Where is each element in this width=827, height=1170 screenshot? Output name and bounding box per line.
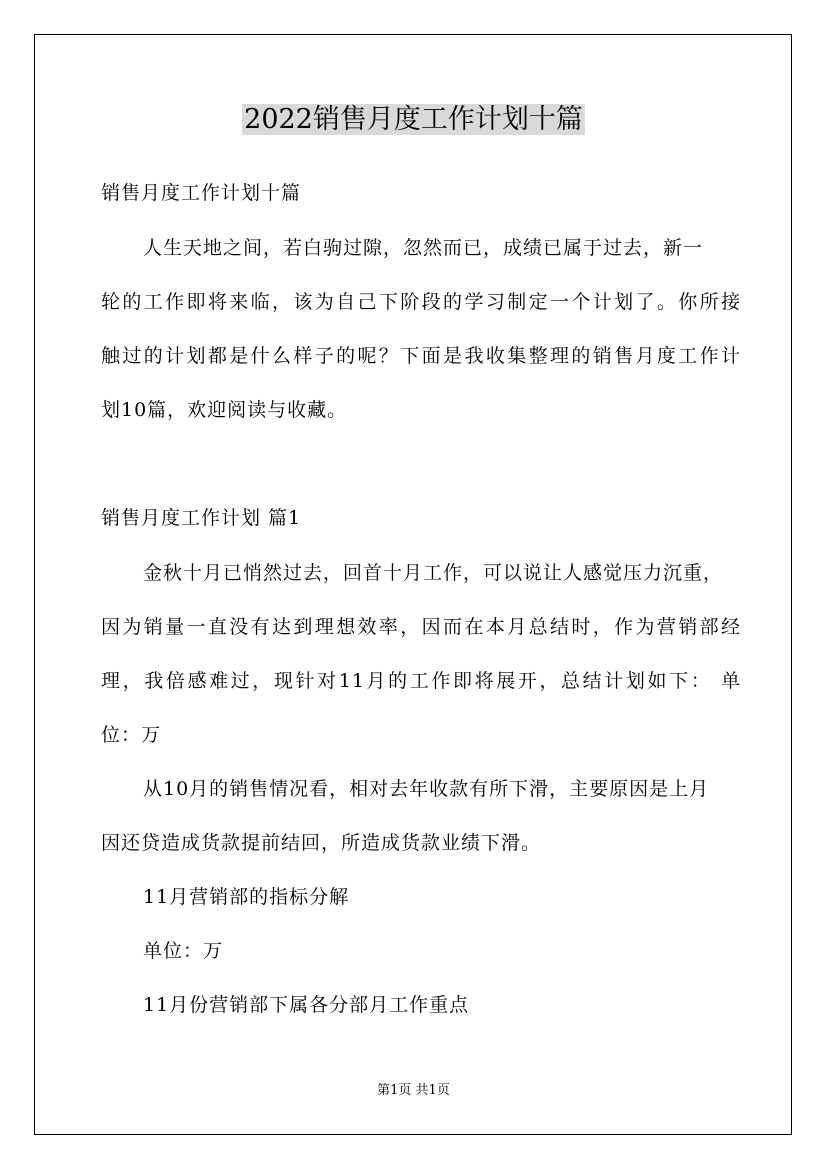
paragraph-line: 单位：万 (143, 940, 224, 962)
paragraph-line: 触过的计划都是什么样子的呢？下面是我收集整理的销售月度工作计 (101, 345, 741, 367)
paragraph-line: 11月份营销部下属各分部月工作重点 (143, 994, 470, 1016)
paragraph-line: 理，我倍感难过，现针对11月的工作即将展开，总结计划如下： 单 (101, 670, 741, 692)
paragraph-line: 从10月的销售情况看，相对去年收款有所下滑，主要原因是上月 (143, 778, 710, 800)
title-text: 2022销售月度工作计划十篇 (244, 104, 583, 135)
paragraph-line: 划10篇，欢迎阅读与收藏。 (101, 399, 348, 421)
paragraph-line: 人生天地之间，若白驹过隙，忽然而已，成绩已属于过去，新一 (143, 237, 704, 259)
paragraph-line: 金秋十月已悄然过去，回首十月工作，可以说让人感觉压力沉重， (143, 562, 724, 584)
document-title (0, 100, 827, 140)
page-footer: 第1页 共1页 (377, 1083, 450, 1098)
paragraph-line: 因还贷造成货款提前结回，所造成货款业绩下滑。 (101, 832, 542, 854)
subtitle-line: 销售月度工作计划十篇 (101, 182, 302, 204)
paragraph-line: 11月营销部的指标分解 (143, 886, 350, 908)
paragraph-line: 位：万 (101, 724, 162, 746)
paragraph-line: 因为销量一直没有达到理想效率，因而在本月总结时，作为营销部经 (101, 616, 741, 638)
paragraph-line: 轮的工作即将来临，该为自己下阶段的学习制定一个计划了。你所接 (101, 291, 741, 313)
section-heading: 销售月度工作计划 篇1 (101, 507, 302, 529)
